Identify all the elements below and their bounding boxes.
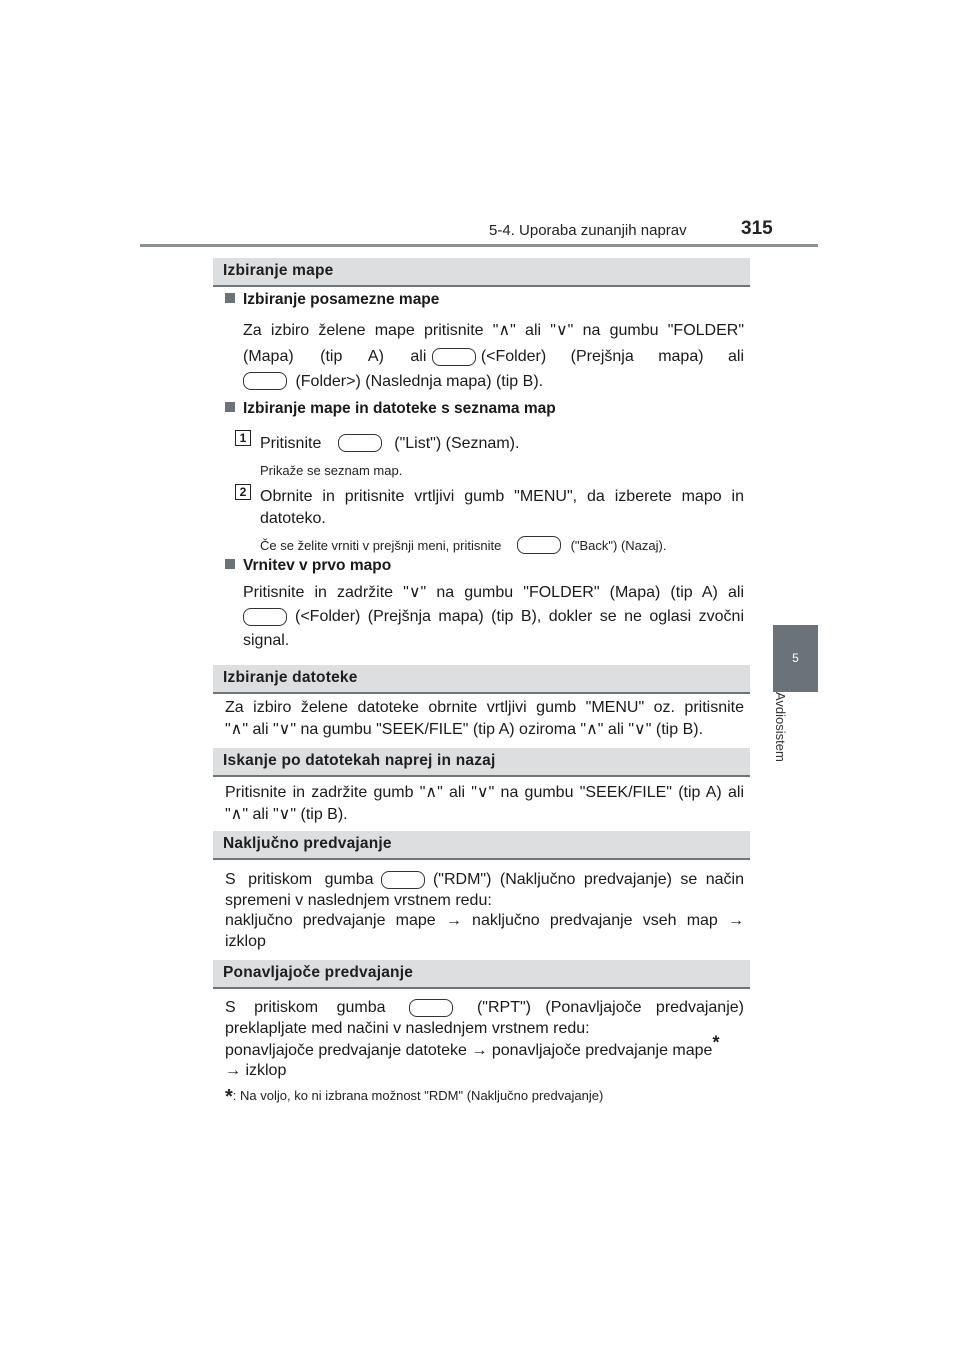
body-text: S pritiskom gumba bbox=[225, 999, 386, 1016]
body-text-row bbox=[225, 869, 744, 891]
subheading-text: Izbiranje mape in datoteke s seznama map bbox=[243, 400, 556, 417]
bullet-square-icon bbox=[225, 402, 235, 412]
step-number: 1 bbox=[235, 430, 251, 446]
body-text: ("RPT") (Ponavljajoče predvajanje) bbox=[476, 999, 744, 1016]
body-text: S pritiskom gumba bbox=[225, 871, 374, 888]
body-text: "∧" ali "∨" na gumbu "SEEK/FILE" (tip A) oziroma "∧" ali "∨" (tip B). bbox=[225, 721, 704, 738]
list-button-icon bbox=[338, 434, 382, 452]
body-text-row bbox=[225, 1032, 720, 1062]
footnote bbox=[225, 1086, 603, 1109]
body-text-row bbox=[225, 997, 744, 1019]
body-text-row bbox=[243, 606, 744, 628]
body-text: Pritisnite in zadržite gumb "∧" ali "∨" na gumbu "SEEK/FILE" (tip A) ali bbox=[225, 784, 744, 801]
footnote-text: : Na voljo, ko ni izbrana možnost "RDM" (Naključno predvajanje) bbox=[232, 1088, 604, 1103]
section-title: Izbiranje mape bbox=[223, 262, 334, 279]
step-number: 2 bbox=[235, 484, 251, 500]
chapter-label bbox=[773, 692, 806, 782]
subheading-text: Izbiranje posamezne mape bbox=[243, 291, 440, 308]
body-text: Pritisnite bbox=[260, 435, 322, 452]
body-text-row bbox=[260, 433, 519, 455]
body-text: ponavljajoče predvajanje datoteke → ponavljajoče predvajanje mape bbox=[225, 1042, 713, 1059]
back-button-icon bbox=[517, 536, 561, 554]
section-header-folder bbox=[213, 258, 750, 287]
body-text: Za izbiro želene datoteke obrnite vrtljivi gumb "MENU" oz. pritisnite bbox=[225, 699, 744, 716]
body-text: signal. bbox=[243, 632, 290, 649]
section-header-repeat bbox=[213, 960, 750, 989]
body-text: → izklop bbox=[225, 1062, 287, 1079]
chapter-tab: 5 bbox=[773, 625, 818, 692]
bullet-square-icon bbox=[225, 293, 235, 303]
footnote-marker: * bbox=[712, 1032, 720, 1053]
body-text: spremeni v naslednjem vrstnem redu: bbox=[225, 892, 492, 909]
header-section-title: 5-4. Uporaba zunanjih naprav bbox=[489, 222, 687, 239]
body-text: (<Folder) (Prejšnja mapa) ali bbox=[480, 348, 744, 365]
body-text: Za izbiro želene mape pritisnite "∧" ali "∨" na gumbu "FOLDER" bbox=[243, 322, 744, 339]
section-title: Izbiranje datoteke bbox=[223, 669, 358, 686]
subheading-single-folder bbox=[225, 291, 439, 309]
section-header-file bbox=[213, 665, 750, 694]
page-number: 315 bbox=[741, 218, 773, 239]
rdm-button-icon bbox=[381, 871, 425, 889]
footnote-marker: * bbox=[225, 1086, 233, 1108]
body-text: Obrnite in pritisnite vrtljivi gumb "MENU", da izberete mapo in bbox=[260, 488, 744, 505]
body-text: ("List") (Seznam). bbox=[394, 435, 520, 452]
rpt-button-icon bbox=[409, 999, 453, 1017]
subheading-folder-from-list bbox=[225, 400, 556, 418]
note-text: ("Back") (Nazaj). bbox=[570, 538, 667, 553]
section-header-seek bbox=[213, 748, 750, 777]
body-text: preklapljate med načini v naslednjem vrstnem redu: bbox=[225, 1020, 590, 1037]
chapter-label-text: Avdiosistem bbox=[773, 692, 788, 762]
body-text: "∧" ali "∨" (tip B). bbox=[225, 806, 348, 823]
prev-folder-button-icon bbox=[432, 348, 476, 366]
body-text-row bbox=[243, 346, 744, 368]
bullet-square-icon bbox=[225, 559, 235, 569]
body-text: izklop bbox=[225, 933, 266, 950]
subheading-first-folder bbox=[225, 557, 391, 575]
section-title: Ponavljajoče predvajanje bbox=[223, 964, 414, 981]
body-text: naključno predvajanje mape → naključno predvajanje vseh map → bbox=[225, 912, 744, 929]
body-text: Pritisnite in zadržite "∨" na gumbu "FOLDER" (Mapa) (tip A) ali bbox=[243, 584, 744, 601]
prev-folder-button-icon bbox=[243, 608, 287, 626]
body-text: (Mapa) (tip A) ali bbox=[243, 348, 427, 365]
section-header-random bbox=[213, 831, 750, 860]
subheading-text: Vrnitev v prvo mapo bbox=[243, 557, 392, 574]
section-title: Iskanje po datotekah naprej in nazaj bbox=[223, 752, 496, 769]
header-divider bbox=[140, 244, 818, 247]
body-text: (<Folder) (Prejšnja mapa) (tip B), dokler se ne oglasi zvočni bbox=[295, 608, 744, 625]
step-note-row bbox=[260, 536, 666, 554]
next-folder-button-icon bbox=[243, 372, 287, 390]
note-text: Če se želite vrniti v prejšnji meni, pritisnite bbox=[260, 538, 502, 553]
body-text: (Folder>) (Naslednja mapa) (tip B). bbox=[295, 373, 544, 390]
body-text: ("RDM") (Naključno predvajanje) se način bbox=[432, 871, 744, 888]
step-note: Prikaže se seznam map. bbox=[260, 463, 403, 478]
body-text-row bbox=[243, 371, 543, 393]
section-title: Naključno predvajanje bbox=[223, 835, 392, 852]
body-text: datoteko. bbox=[260, 510, 326, 527]
